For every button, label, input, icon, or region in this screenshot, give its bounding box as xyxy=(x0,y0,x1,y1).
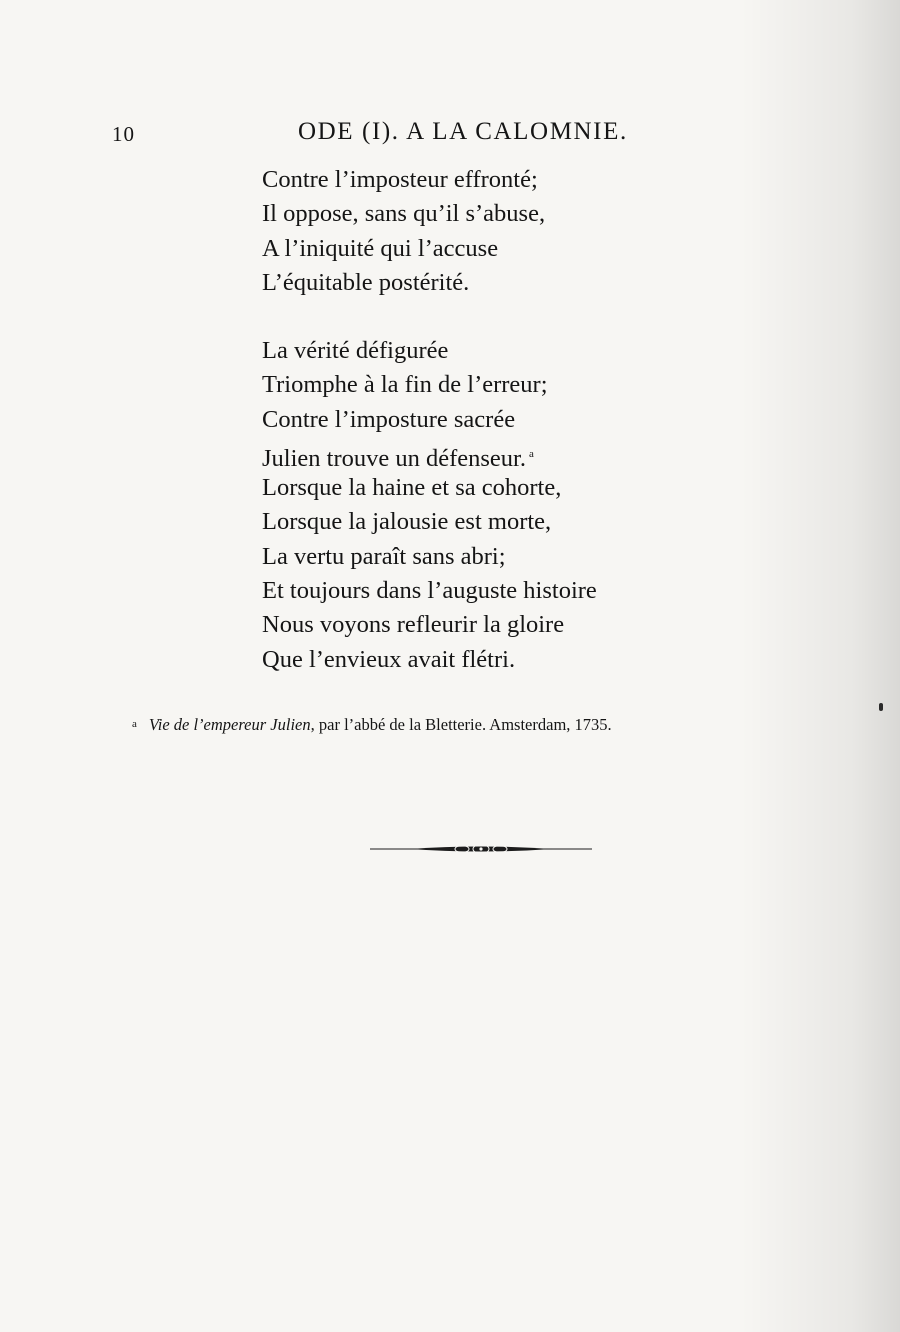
footnote-text: , par l’abbé de la Bletterie. Amsterdam, 1735. xyxy=(310,715,612,734)
stanza-2 xyxy=(262,334,597,677)
verse-line: Contre l’imposture sacrée xyxy=(262,405,516,433)
verse-line: L’équitable postérité. xyxy=(262,268,470,296)
footnote-book-title: Vie de l’empereur Julien xyxy=(148,715,311,734)
fleuron-ornament-icon xyxy=(370,840,592,858)
verse-line: La vérité défigurée xyxy=(262,337,449,364)
footnote-marker: a xyxy=(132,718,137,730)
footnote-reference[interactable]: a xyxy=(529,447,534,460)
verse-line: Il oppose, sans qu’il s’abuse, xyxy=(262,200,546,228)
page-shadow xyxy=(740,0,900,1332)
verse-line: Triomphe à la fin de l’erreur; xyxy=(262,371,548,399)
verse-line-with-note xyxy=(262,437,597,471)
verse-line: A l’iniquité qui l’accuse xyxy=(262,234,499,262)
ink-speck xyxy=(879,703,883,711)
verse-line: Contre l’imposteur effronté; xyxy=(262,166,538,193)
verse-line: Nous voyons refleurir la gloire xyxy=(262,611,565,639)
verse-line: Lorsque la jalousie est morte, xyxy=(262,508,552,536)
verse-text: Julien trouve un défenseur. xyxy=(262,444,526,472)
verse-line: La vertu paraît sans abri; xyxy=(262,542,506,570)
verse-line: Lorsque la haine et sa cohorte, xyxy=(262,474,562,502)
page-number: 10 xyxy=(112,122,135,146)
verse-line: Et toujours dans l’auguste histoire xyxy=(262,577,597,605)
footnote xyxy=(132,715,612,735)
verse-line: Que l’envieux avait flétri. xyxy=(262,645,516,673)
running-head: ODE (I). A LA CALOMNIE. xyxy=(298,118,628,145)
stanza-1 xyxy=(262,163,545,300)
